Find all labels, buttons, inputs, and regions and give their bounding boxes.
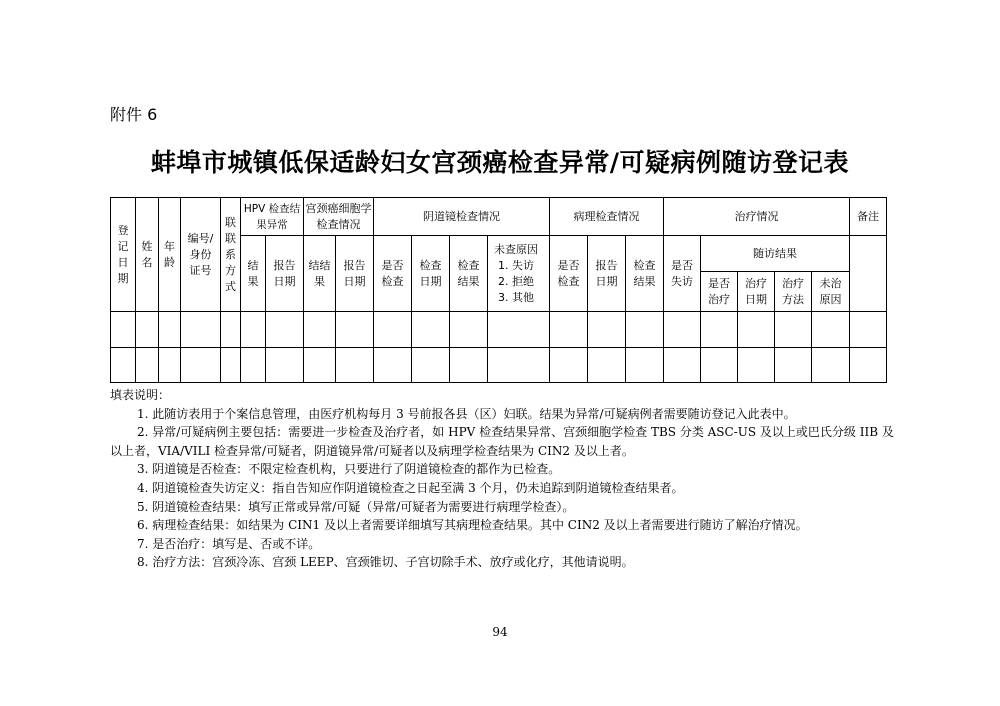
- col-untreated-reason: 未治原因: [812, 272, 850, 312]
- col-colpo-reason: 未查原因 1. 失访 2. 拒绝 3. 其他: [488, 236, 550, 312]
- group-followup: 随访结果: [701, 236, 850, 272]
- col-remarks: 备注: [850, 198, 887, 236]
- col-path-date: 报告日期: [588, 236, 626, 312]
- group-pathology: 病理检查情况: [550, 198, 664, 236]
- group-treatment: 治疗情况: [664, 198, 850, 236]
- col-id-number: 编号/身份证号: [181, 198, 221, 312]
- note-item: 2. 异常/可疑病例主要包括：需要进一步检查及治疗者，如 HPV 检查结果异常、宫颈细胞学检查 TBS 分类 ASC-US 及以上或巴氏分级 IIB 及以上者，VIA/VILI 检查异常/可疑者，阴道镜异常/可疑者以及病理学检查结果为 CIN2 及以上者。: [110, 425, 894, 458]
- notes-heading: 填表说明：: [110, 388, 171, 402]
- note-item: 5. 阴道镜检查结果：填写正常或异常/可疑（异常/可疑者为需要进行病理学检查）。: [137, 499, 575, 514]
- col-path-done: 是否检查: [550, 236, 588, 312]
- table-row: [111, 348, 887, 383]
- col-treat-method: 治疗方法: [775, 272, 812, 312]
- note-item: 6. 病理检查结果：如结果为 CIN1 及以上者需要详细填写其病理检查结果。其中 CIN2 及以上者需要进行随访了解治疗情况。: [137, 518, 808, 533]
- group-hpv: HPV 检查结果异常: [241, 198, 304, 236]
- followup-register-table: [110, 197, 887, 383]
- note-item: 8. 治疗方法：宫颈冷冻、宫颈 LEEP、宫颈锥切、子宫切除手术、放疗或化疗，其他请说明。: [137, 555, 634, 570]
- col-reg-date: 登记日期: [111, 198, 136, 312]
- col-hpv-result: 结果: [241, 236, 266, 312]
- note-item: 3. 阴道镜是否检查：不限定检查机构，只要进行了阴道镜检查的都作为已检查。: [137, 462, 561, 477]
- col-cyto-date: 报告日期: [336, 236, 374, 312]
- col-colpo-date: 检查日期: [412, 236, 450, 312]
- col-path-result: 检查结果: [626, 236, 664, 312]
- col-hpv-date: 报告日期: [266, 236, 304, 312]
- group-cytology: 宫颈癌细胞学检查情况: [304, 198, 374, 236]
- col-colpo-result: 检查结果: [450, 236, 488, 312]
- page-title: 蚌埠市城镇低保适龄妇女宫颈癌检查异常/可疑病例随访登记表: [150, 148, 850, 177]
- col-name: 姓名: [136, 198, 159, 312]
- col-age: 年龄: [159, 198, 181, 312]
- page-number: 94: [492, 625, 508, 639]
- filling-instructions: [110, 386, 895, 572]
- col-cyto-result: 结结果: [304, 236, 336, 312]
- note-item: 4. 阴道镜检查失访定义：指自告知应作阴道镜检查之日起至满 3 个月，仍未追踪到阴道镜检查结果者。: [137, 480, 684, 495]
- col-treat-date: 治疗日期: [738, 272, 775, 312]
- group-colposcopy: 阴道镜检查情况: [374, 198, 550, 236]
- note-item: 1. 此随访表用于个案信息管理，由医疗机构每月 3 号前报各县（区）妇联。结果为异常/可疑病例者需要随访登记入此表中。: [137, 406, 796, 421]
- col-lost: 是否失访: [664, 236, 701, 312]
- col-colpo-done: 是否检查: [374, 236, 412, 312]
- note-item: 7. 是否治疗：填写是、否或不详。: [137, 536, 321, 551]
- col-remarks-body: [850, 236, 887, 312]
- col-contact: 联联系方式: [221, 198, 241, 312]
- table-row: [111, 312, 887, 348]
- attachment-label: 附件 6: [110, 105, 158, 124]
- col-treated: 是否治疗: [701, 272, 738, 312]
